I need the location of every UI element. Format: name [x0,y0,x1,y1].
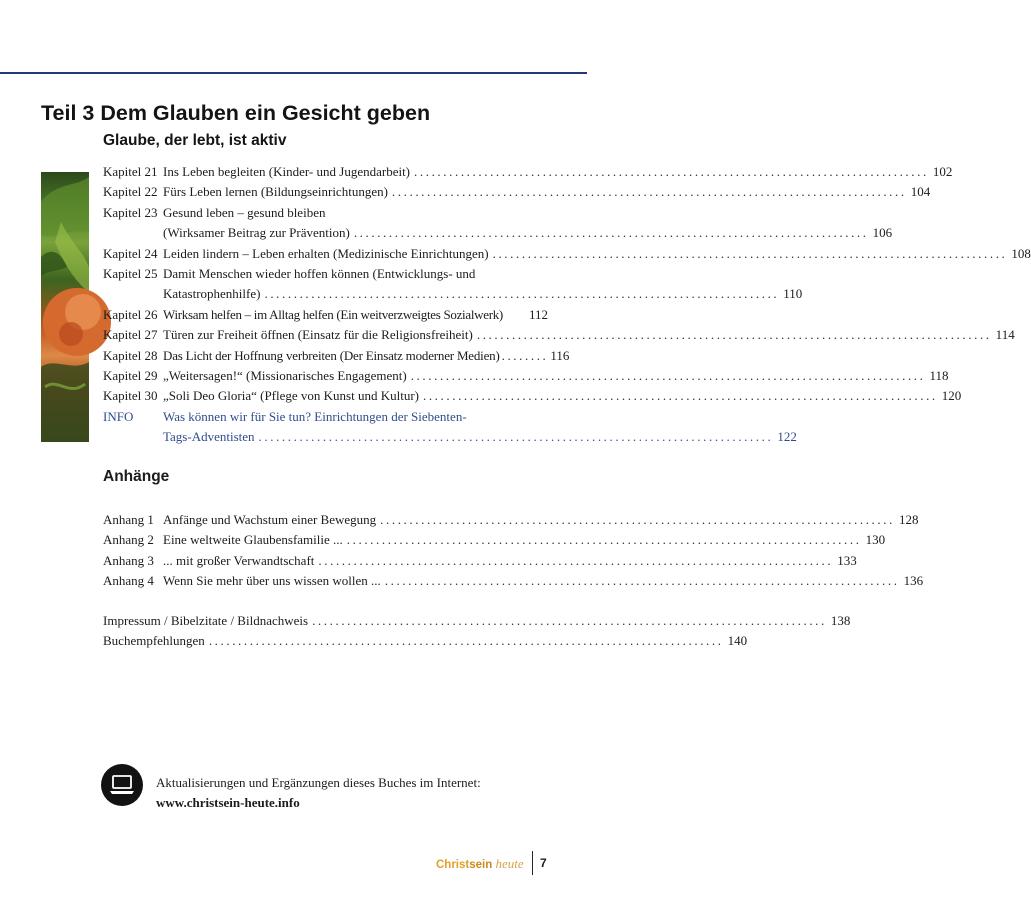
chapter-title: Damit Menschen wieder hoffen können (Entwicklungs- und [163,266,476,282]
top-rule [0,72,587,74]
brand-logo [436,856,524,872]
chapter-title: Fürs Leben lernen (Bildungseinrichtungen) [163,184,388,200]
chapter-label: Kapitel 27 [103,327,158,343]
leader-dots: ........................................................................................ [422,388,938,404]
info-title-continued: Tags-Adventisten [163,429,255,445]
toc-entry-kapitel-25[interactable] [103,264,803,305]
appendix-title: Wenn Sie mehr über uns wissen wollen ... [163,573,381,589]
chapter-label: Kapitel 30 [103,388,158,404]
chapter-label: Kapitel 29 [103,368,158,384]
page-number: 112 [528,306,548,322]
toc-entry-kapitel-24[interactable] [103,244,1031,264]
chapter-title: Ins Leben begleiten (Kinder- und Jugendarbeit) [163,164,411,179]
chapter-title: „Soli Deo Gloria“ (Pflege von Kunst und Kultur) [163,388,419,404]
chapter-title: Türen zur Freiheit öffnen (Einsatz für die Religionsfreiheit) [163,327,473,343]
page-number: 136 [903,573,924,589]
page-number: 118 [929,368,949,384]
appendix-list [103,510,924,592]
leader-dots: ........................................................................................ [318,552,834,568]
page-number: 116 [550,347,570,363]
chapter-title: Das Licht der Hoffnung verbreiten (Der Einsatz moderner Medien) [163,347,500,363]
leader-dots: ........................................................................................ [312,613,827,628]
toc-entry-anhang-4[interactable] [103,571,924,591]
leader-dots: ........................................................................................ [476,327,992,343]
leader-dots: ........................................................................................ [353,225,869,241]
web-note [156,773,481,813]
toc-entry-impressum[interactable] [103,611,851,631]
toc-entry-anhang-3[interactable] [103,551,857,571]
appendix-label: Anhang 3 [103,552,154,568]
chapter-label: Kapitel 22 [103,184,158,200]
leader-dots: ........................................................................................ [410,368,926,384]
appendix-label: Anhang 2 [103,532,154,548]
chapter-label: Kapitel 26 [103,306,158,322]
page-number: 102 [932,164,953,179]
appendix-title: Anfänge und Wachstum einer Bewegung [163,512,377,527]
chapter-label: Kapitel 28 [103,347,158,363]
toc-entry-kapitel-30[interactable] [103,386,962,406]
chapter-label: Kapitel 24 [103,245,158,261]
appendix-label: Anhang 4 [103,573,154,589]
page-number: 133 [837,552,857,568]
toc-entry-kapitel-22[interactable] [103,182,931,202]
toc-entry-buchempfehlungen[interactable] [103,631,748,651]
chapter-title: Leiden lindern – Leben erhalten (Medizinische Einrichtungen) [163,245,489,261]
toc-entry-anhang-1[interactable] [103,510,919,530]
leader-dots: ........ [501,347,549,363]
footer-divider [532,851,533,875]
chapter-title: Wirksam helfen – im Alltag helfen (Ein weitverzweigtes Sozialwerk) [163,306,503,322]
toc-entry-kapitel-27[interactable] [103,325,1015,345]
page-number: 106 [872,225,893,241]
brand-word-christ: Christ [436,859,470,871]
web-note-text: Aktualisierungen und Ergänzungen dieses Buches im Internet: [156,775,481,790]
toc-entry-kapitel-23[interactable] [103,203,893,244]
brand-word-sein: sein [469,859,493,871]
appendix-title: ... mit großer Verwandtschaft [163,552,315,568]
chapter-label: Kapitel 25 [103,266,158,282]
laptop-icon [101,764,143,806]
leader-dots: ........................................................................................ [380,512,895,527]
chapter-label: Kapitel 21 [103,164,158,179]
toc-entry-kapitel-29[interactable] [103,366,949,386]
leader-dots: ........................................................................................ [414,164,929,179]
toc-entry-kapitel-21[interactable] [103,162,953,182]
web-url-link[interactable]: www.christsein-heute.info [156,795,300,810]
chapter-title-continued: Katastrophenhilfe) [163,286,261,302]
appendix-label: Anhang 1 [103,512,154,527]
part-title: Teil 3 Dem Glauben ein Gesicht geben [41,101,431,125]
chapter-title: Gesund leben – gesund bleiben [163,204,326,220]
leader-dots: ........................................................................................ [346,532,862,548]
page-number: 138 [830,613,851,628]
chapter-title-continued: (Wirksamer Beitrag zur Prävention) [163,225,350,241]
page-number: 114 [995,327,1015,343]
page-number: 104 [910,184,931,200]
chapter-title: „Weitersagen!“ (Missionarisches Engagement) [163,368,407,384]
leader-dots: ........................................................................................ [264,286,780,302]
leader-dots: ........................................................................................ [384,573,900,589]
brand-word-heute: heute [495,856,524,871]
page-number: 122 [777,429,797,445]
leader-dots: ........................................................................................ [208,633,724,649]
page-number: 120 [941,388,962,404]
page-number: 110 [783,286,803,302]
page-number: 128 [898,512,919,527]
appendix-heading: Anhänge [103,468,170,485]
toc-entry-kapitel-28[interactable] [103,346,570,366]
page-number: 108 [1011,245,1031,261]
toc-entry-anhang-2[interactable] [103,530,886,550]
appendix-title: Eine weltweite Glaubensfamilie ... [163,532,343,548]
part-subtitle: Glaube, der lebt, ist aktiv [103,132,287,149]
page-number: 130 [865,532,886,548]
toc-entry-info[interactable] [103,407,797,448]
info-title: Was können wir für Sie tun? Einrichtungen der Siebenten- [163,408,467,424]
folio-page-number: 7 [540,856,547,870]
page-number: 140 [727,633,748,649]
leader-dots: ........................................................................................ [258,429,774,445]
chapter-label: Kapitel 23 [103,204,158,220]
leader-dots: ........................................................................................ [391,184,907,200]
info-label: INFO [103,408,134,424]
toc-entry-kapitel-26[interactable] [103,305,548,325]
extras-list [103,611,851,652]
extra-title: Buchempfehlungen [103,633,205,649]
extra-title: Impressum / Bibelzitate / Bildnachweis [103,613,309,628]
chapter-list [103,162,1031,448]
leader-dots: ........................................................................................ [492,245,1008,261]
apple-photo [41,172,89,442]
